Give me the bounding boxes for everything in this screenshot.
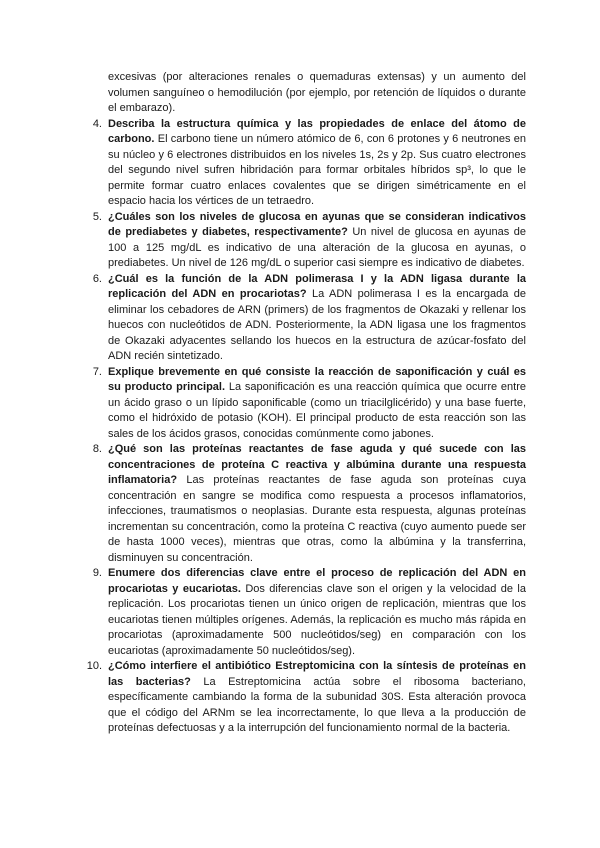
item-number: 4.	[92, 117, 102, 130]
intro-continuation-paragraph: excesivas (por alteraciones renales o quemaduras extensas) y un aumento del volumen sanguíneo o hemodilución (por ejemplo, por retención de líquidos o durante el embarazo).	[108, 71, 526, 114]
answer-text: La ADN polimerasa I es la encargada de eliminar los cebadores de ARN (primers) de los fragmentos de Okazaki y rellenar los huecos con nucleótidos de ADN. Posteriormente, la ADN ligasa une los fragmentos de Okazaki adyacentes sellando los huecos en la estructura de azúcar-fosfato del ADN recién sintetizado.	[108, 288, 527, 362]
item-number: 9.	[92, 567, 102, 579]
answer-text: Un nivel de glucosa en ayunas de 100 a 125 mg/dL es indicativo de una alteración de la glucosa en ayunas, o prediabetes. Un nivel de 126 mg/dL o superior casi siempre es indicativo de diabetes.	[108, 226, 527, 269]
page-content	[82, 70, 526, 737]
question-item-10	[82, 659, 526, 737]
question-text: Explique brevemente en qué consiste la reacción de saponificación y cuál es su producto principal.	[108, 365, 526, 393]
question-item-8	[82, 442, 526, 566]
question-list	[82, 117, 526, 737]
question-text: ¿Cómo interfiere el antibiótico Estreptomicina con la síntesis de proteínas en las bacterias?	[108, 660, 526, 688]
question-item-4	[82, 117, 526, 210]
item-number: 8.	[92, 443, 102, 455]
question-text: Enumere dos diferencias clave entre el proceso de replicación del ADN en procariotas y eucariotas.	[108, 567, 526, 595]
item-number: 6.	[92, 272, 102, 285]
item-number: 10.	[86, 660, 102, 672]
question-item-7	[82, 365, 526, 443]
question-item-5	[82, 210, 526, 272]
question-text: ¿Qué son las proteínas reactantes de fase aguda y qué sucede con las concentraciones de proteína C reactiva y albúmina durante una respuesta inflamatoria?	[108, 443, 526, 486]
answer-text: La saponificación es una reacción química que ocurre entre un ácido graso o un lípido saponificable (como un triacilglicérido) y una base fuerte, como el hidróxido de potasio (KOH). El principal producto de esta reacción son las sales de los ácidos grasos, conocidas comúnmente como jabones.	[108, 381, 526, 440]
answer-text: El carbono tiene un número atómico de 6, con 6 protones y 6 neutrones en su núcleo y 6 electrones distribuidos en los niveles 1s, 2s y 2p. Sus cuatro electrones del segundo nivel sufren hibridación para formar orbitales híbridos sp³, lo que le permite formar cuatro enlaces covalentes que se dirigen simétricamente en el espacio hacia los vértices de un tetraedro.	[108, 133, 526, 207]
question-text: ¿Cuáles son los niveles de glucosa en ayunas que se consideran indicativos de prediabetes y diabetes, respectivamente?	[108, 210, 526, 238]
answer-text: Dos diferencias clave son el origen y la velocidad de la replicación. Los procariotas tienen un único origen de replicación, mientras que los eucariotas tienen múltiples orígenes. Además, la replicación es mucho más rápida en procariotas (aproximadamente 500 nucleótidos/seg) en comparación con los eucariotas (aproximadamente 50 nucleótidos/seg).	[108, 582, 526, 657]
question-item-6	[82, 272, 526, 365]
item-number: 7.	[92, 365, 102, 378]
question-text: Describa la estructura química y las propiedades de enlace del átomo de carbono.	[108, 117, 526, 145]
question-text: ¿Cuál es la función de la ADN polimerasa I y la ADN ligasa durante la replicación del ADN en procariotas?	[108, 272, 526, 300]
item-number: 5.	[92, 210, 102, 223]
answer-text: Las proteínas reactantes de fase aguda son proteínas cuya concentración en sangre se modifica como respuesta a procesos inflamatorios, infecciones, traumatismos o neoplasias. Durante esta respuesta, algunas proteínas incrementan su concentración, como la proteína C reactiva (cuyo aumento puede ser de hasta 1000 veces), mientras que otras, como la albúmina y la transferrina, disminuyen su concentración.	[108, 474, 526, 564]
question-item-9	[82, 566, 526, 659]
answer-text: La Estreptomicina actúa sobre el ribosoma bacteriano, específicamente cambiando la forma de la subunidad 30S. Esta alteración provoca que el código del ARNm se lea incorrectamente, lo que lleva a la producción de proteínas defectuosas y a la interrupción del funcionamiento normal de la bacteria.	[108, 675, 526, 734]
